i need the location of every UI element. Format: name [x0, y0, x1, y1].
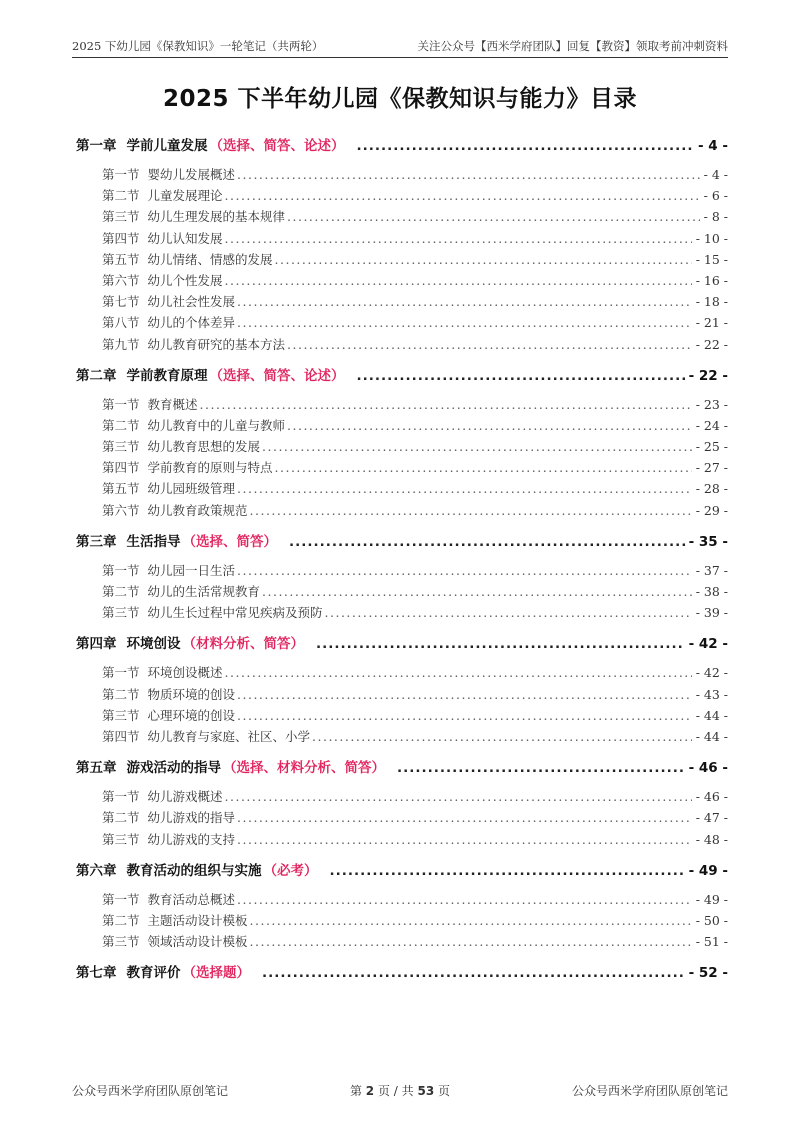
section-page-number: - 39 -	[695, 605, 728, 621]
chapter-page-number: - 4 -	[698, 138, 728, 154]
section-page-number: - 48 -	[695, 831, 728, 847]
toc-section-entry[interactable]	[76, 911, 728, 932]
dot-leader	[287, 209, 700, 224]
section-page-number: - 15 -	[695, 251, 728, 267]
chapter-title: 教育活动的组织与实施	[126, 862, 262, 879]
section-number: 第四节	[102, 728, 140, 744]
dot-leader	[225, 665, 692, 680]
toc-section-entry[interactable]	[76, 808, 728, 829]
chapter-page-number: - 42 -	[688, 636, 728, 653]
chapter-number: 第六章	[76, 862, 117, 879]
toc-section-entry[interactable]	[76, 292, 728, 313]
section-page-number: - 50 -	[695, 912, 728, 928]
dot-leader	[225, 789, 692, 804]
section-page-number: - 44 -	[695, 728, 728, 744]
page-header	[72, 38, 728, 58]
section-number: 第三节	[102, 605, 140, 621]
dot-leader	[289, 534, 685, 550]
chapter-page-number: - 52 -	[688, 965, 728, 982]
toc-section-entry[interactable]	[76, 603, 728, 624]
dot-leader	[237, 315, 692, 330]
page-number	[350, 1082, 450, 1099]
dot-leader	[237, 687, 692, 702]
toc-section-entry[interactable]	[76, 501, 728, 522]
section-number: 第四节	[102, 230, 140, 246]
header-left-text: 2025 下幼儿园《保教知识》一轮笔记（共两轮）	[72, 39, 324, 53]
section-page-number: - 25 -	[695, 439, 728, 455]
header-right-text: 关注公众号【西米学府团队】回复【教资】领取考前冲刺资料	[417, 39, 728, 53]
toc-section-entry[interactable]	[76, 685, 728, 706]
dot-leader	[330, 863, 685, 879]
dot-leader	[275, 252, 692, 267]
chapter-page-number: - 46 -	[688, 760, 728, 777]
section-page-number: - 22 -	[695, 336, 728, 352]
section-title: 幼儿园一日生活	[147, 562, 236, 578]
chapter-title: 学前教育原理	[126, 367, 208, 384]
section-title: 物质环境的创设	[147, 686, 236, 702]
chapter-question-types: （材料分析、简答）	[182, 636, 304, 653]
section-number: 第四节	[102, 460, 140, 476]
section-number: 第二节	[102, 584, 140, 599]
dot-leader	[237, 167, 700, 182]
chapter-number: 第三章	[76, 533, 117, 550]
section-number: 第二节	[102, 417, 140, 433]
dot-leader	[250, 913, 692, 928]
section-title: 领域活动设计模板	[147, 934, 248, 950]
section-number: 第二节	[102, 188, 140, 204]
section-title: 心理环境的创设	[147, 707, 236, 723]
dot-leader	[250, 934, 692, 949]
section-title: 教育活动总概述	[147, 891, 236, 907]
dot-leader	[312, 729, 692, 744]
section-page-number: - 4 -	[703, 167, 728, 182]
section-number: 第一节	[102, 891, 140, 907]
chapter-question-types: （选择、简答、论述）	[209, 367, 345, 384]
section-number: 第三节	[102, 831, 140, 847]
section-title: 幼儿园班级管理	[147, 481, 236, 497]
toc-section-list	[76, 395, 728, 522]
section-number: 第五节	[102, 481, 140, 497]
section-number: 第三节	[102, 934, 140, 950]
section-page-number: - 47 -	[695, 810, 728, 826]
dot-leader	[237, 708, 692, 723]
dot-leader	[262, 584, 692, 599]
chapter-title: 学前儿童发展	[126, 138, 208, 154]
chapter-question-types: （选择、材料分析、简答）	[223, 760, 385, 777]
toc-chapter-entry[interactable]	[76, 134, 728, 156]
section-title: 幼儿教育政策规范	[147, 502, 248, 518]
toc-chapter-entry[interactable]	[76, 364, 728, 386]
section-title: 幼儿认知发展	[147, 230, 223, 246]
toc-section-entry[interactable]	[76, 706, 728, 727]
dot-leader	[225, 231, 692, 246]
toc-section-entry[interactable]	[76, 437, 728, 458]
chapter-question-types: （选择题）	[182, 965, 250, 982]
section-page-number: - 16 -	[695, 272, 728, 288]
section-title: 儿童发展理论	[147, 188, 223, 204]
section-page-number: - 10 -	[695, 230, 728, 246]
toc-section-list	[76, 890, 728, 954]
toc-section-entry[interactable]	[76, 416, 728, 437]
section-page-number: - 38 -	[695, 584, 728, 599]
section-number: 第九节	[102, 336, 140, 352]
section-page-number: - 51 -	[695, 934, 728, 950]
section-title: 婴幼儿发展概述	[147, 167, 236, 182]
chapter-title: 教育评价	[126, 965, 181, 982]
toc-section-entry[interactable]	[76, 830, 728, 851]
toc-section-entry[interactable]	[76, 582, 728, 603]
toc-chapter-entry[interactable]	[76, 756, 728, 778]
toc-chapter-entry[interactable]	[76, 632, 728, 654]
section-number: 第一节	[102, 562, 140, 578]
table-of-contents	[76, 134, 728, 983]
chapter-page-number: - 22 -	[688, 367, 728, 384]
total-page-number: 53	[417, 1084, 435, 1098]
toc-section-list	[76, 165, 728, 356]
section-title: 幼儿个性发展	[147, 272, 223, 288]
section-page-number: - 44 -	[695, 707, 728, 723]
section-page-number: - 6 -	[703, 188, 728, 204]
section-title: 学前教育的原则与特点	[147, 460, 273, 476]
dot-leader	[237, 892, 692, 907]
dot-leader	[397, 760, 685, 776]
dot-leader	[287, 337, 692, 352]
toc-section-entry[interactable]	[76, 335, 728, 356]
section-number: 第一节	[102, 789, 140, 805]
section-title: 幼儿社会性发展	[147, 294, 236, 310]
dot-leader	[275, 460, 692, 475]
section-number: 第六节	[102, 272, 140, 288]
toc-section-entry[interactable]	[76, 787, 728, 808]
current-page-number: 2	[365, 1084, 375, 1098]
toc-section-entry[interactable]	[76, 165, 728, 186]
dot-leader	[287, 418, 692, 433]
chapter-question-types: （必考）	[263, 862, 318, 879]
section-page-number: - 43 -	[695, 686, 728, 702]
dot-leader	[316, 636, 685, 652]
section-number: 第二节	[102, 686, 140, 702]
chapter-question-types: （选择、简答）	[182, 533, 277, 550]
section-number: 第三节	[102, 439, 140, 455]
dot-leader	[250, 503, 692, 518]
section-number: 第二节	[102, 912, 140, 928]
section-number: 第七节	[102, 294, 140, 310]
section-number: 第一节	[102, 396, 140, 412]
chapter-number: 第五章	[76, 760, 117, 777]
chapter-title: 环境创设	[126, 636, 181, 653]
section-title: 幼儿教育与家庭、社区、小学	[147, 728, 311, 744]
section-number: 第三节	[102, 707, 140, 723]
page-footer	[72, 1082, 728, 1099]
dot-leader	[262, 439, 692, 454]
section-title: 幼儿情绪、情感的发展	[147, 251, 273, 267]
section-number: 第一节	[102, 665, 140, 681]
dot-leader	[225, 273, 692, 288]
section-page-number: - 29 -	[695, 502, 728, 518]
dot-leader	[262, 965, 685, 981]
section-number: 第一节	[102, 167, 140, 182]
page-number-suffix: 页	[438, 1084, 451, 1098]
toc-section-entry[interactable]	[76, 186, 728, 207]
section-title: 幼儿的个体差异	[147, 315, 236, 331]
toc-chapter-entry[interactable]	[76, 859, 728, 881]
dot-leader	[237, 810, 692, 825]
chapter-number: 第四章	[76, 636, 117, 653]
toc-section-entry[interactable]	[76, 663, 728, 684]
section-title: 环境创设概述	[147, 665, 223, 681]
section-title: 幼儿游戏概述	[147, 789, 223, 805]
dot-leader	[357, 138, 695, 154]
toc-section-entry[interactable]	[76, 250, 728, 271]
page-number-prefix: 第	[349, 1084, 362, 1098]
dot-leader	[225, 188, 700, 203]
section-number: 第五节	[102, 251, 140, 267]
toc-section-entry[interactable]	[76, 271, 728, 292]
toc-section-entry[interactable]	[76, 890, 728, 911]
section-page-number: - 49 -	[695, 891, 728, 907]
section-title: 幼儿游戏的支持	[147, 831, 236, 847]
section-title: 幼儿生理发展的基本规律	[147, 209, 286, 225]
section-page-number: - 28 -	[695, 481, 728, 497]
section-title: 幼儿教育研究的基本方法	[147, 336, 286, 352]
toc-section-entry[interactable]	[76, 458, 728, 479]
dot-leader	[237, 481, 692, 496]
chapter-question-types: （选择、简答、论述）	[209, 138, 345, 154]
section-title: 幼儿游戏的指导	[147, 810, 236, 826]
dot-leader	[237, 294, 692, 309]
toc-section-entry[interactable]	[76, 932, 728, 953]
toc-section-entry[interactable]	[76, 395, 728, 416]
toc-chapter-entry[interactable]	[76, 961, 728, 983]
section-number: 第二节	[102, 810, 140, 826]
toc-section-list	[76, 663, 728, 748]
section-title: 幼儿教育思想的发展	[147, 439, 261, 455]
chapter-page-number: - 35 -	[688, 533, 728, 550]
section-page-number: - 23 -	[695, 396, 728, 412]
page-number-mid: 页 / 共	[377, 1084, 414, 1098]
chapter-title: 生活指导	[126, 533, 181, 550]
section-title: 主题活动设计模板	[147, 912, 248, 928]
dot-leader	[357, 368, 685, 384]
section-title: 幼儿生长过程中常见疾病及预防	[147, 605, 323, 621]
section-page-number: - 46 -	[695, 789, 728, 805]
section-page-number: - 24 -	[695, 417, 728, 433]
toc-section-list	[76, 787, 728, 851]
dot-leader	[325, 605, 692, 620]
toc-section-entry[interactable]	[76, 727, 728, 748]
toc-section-list	[76, 561, 728, 625]
section-page-number: - 27 -	[695, 460, 728, 476]
chapter-number: 第二章	[76, 367, 117, 384]
dot-leader	[237, 832, 692, 847]
dot-leader	[200, 397, 692, 412]
toc-section-entry[interactable]	[76, 479, 728, 500]
chapter-number: 第一章	[76, 138, 117, 154]
section-title: 教育概述	[147, 396, 198, 412]
toc-section-entry[interactable]	[76, 229, 728, 250]
section-page-number: - 18 -	[695, 294, 728, 310]
chapter-number: 第七章	[76, 965, 117, 982]
toc-section-entry[interactable]	[76, 561, 728, 582]
toc-section-entry[interactable]	[76, 207, 728, 228]
section-title: 幼儿的生活常规教育	[147, 584, 261, 599]
footer-left-text: 公众号西米学府团队原创笔记	[72, 1084, 229, 1098]
section-page-number: - 8 -	[703, 209, 728, 225]
section-page-number: - 42 -	[695, 665, 728, 681]
chapter-title: 游戏活动的指导	[126, 760, 221, 777]
section-number: 第三节	[102, 209, 140, 225]
section-page-number: - 37 -	[695, 562, 728, 578]
document-title: 2025 下半年幼儿园《保教知识与能力》目录	[162, 86, 638, 112]
section-page-number: - 21 -	[695, 315, 728, 331]
dot-leader	[237, 563, 692, 578]
chapter-page-number: - 49 -	[688, 862, 728, 879]
toc-chapter-entry[interactable]	[76, 530, 728, 552]
toc-section-entry[interactable]	[76, 313, 728, 334]
section-title: 幼儿教育中的儿童与教师	[147, 417, 286, 433]
section-number: 第六节	[102, 502, 140, 518]
section-number: 第八节	[102, 315, 140, 331]
footer-right-text: 公众号西米学府团队原创笔记	[571, 1084, 728, 1098]
